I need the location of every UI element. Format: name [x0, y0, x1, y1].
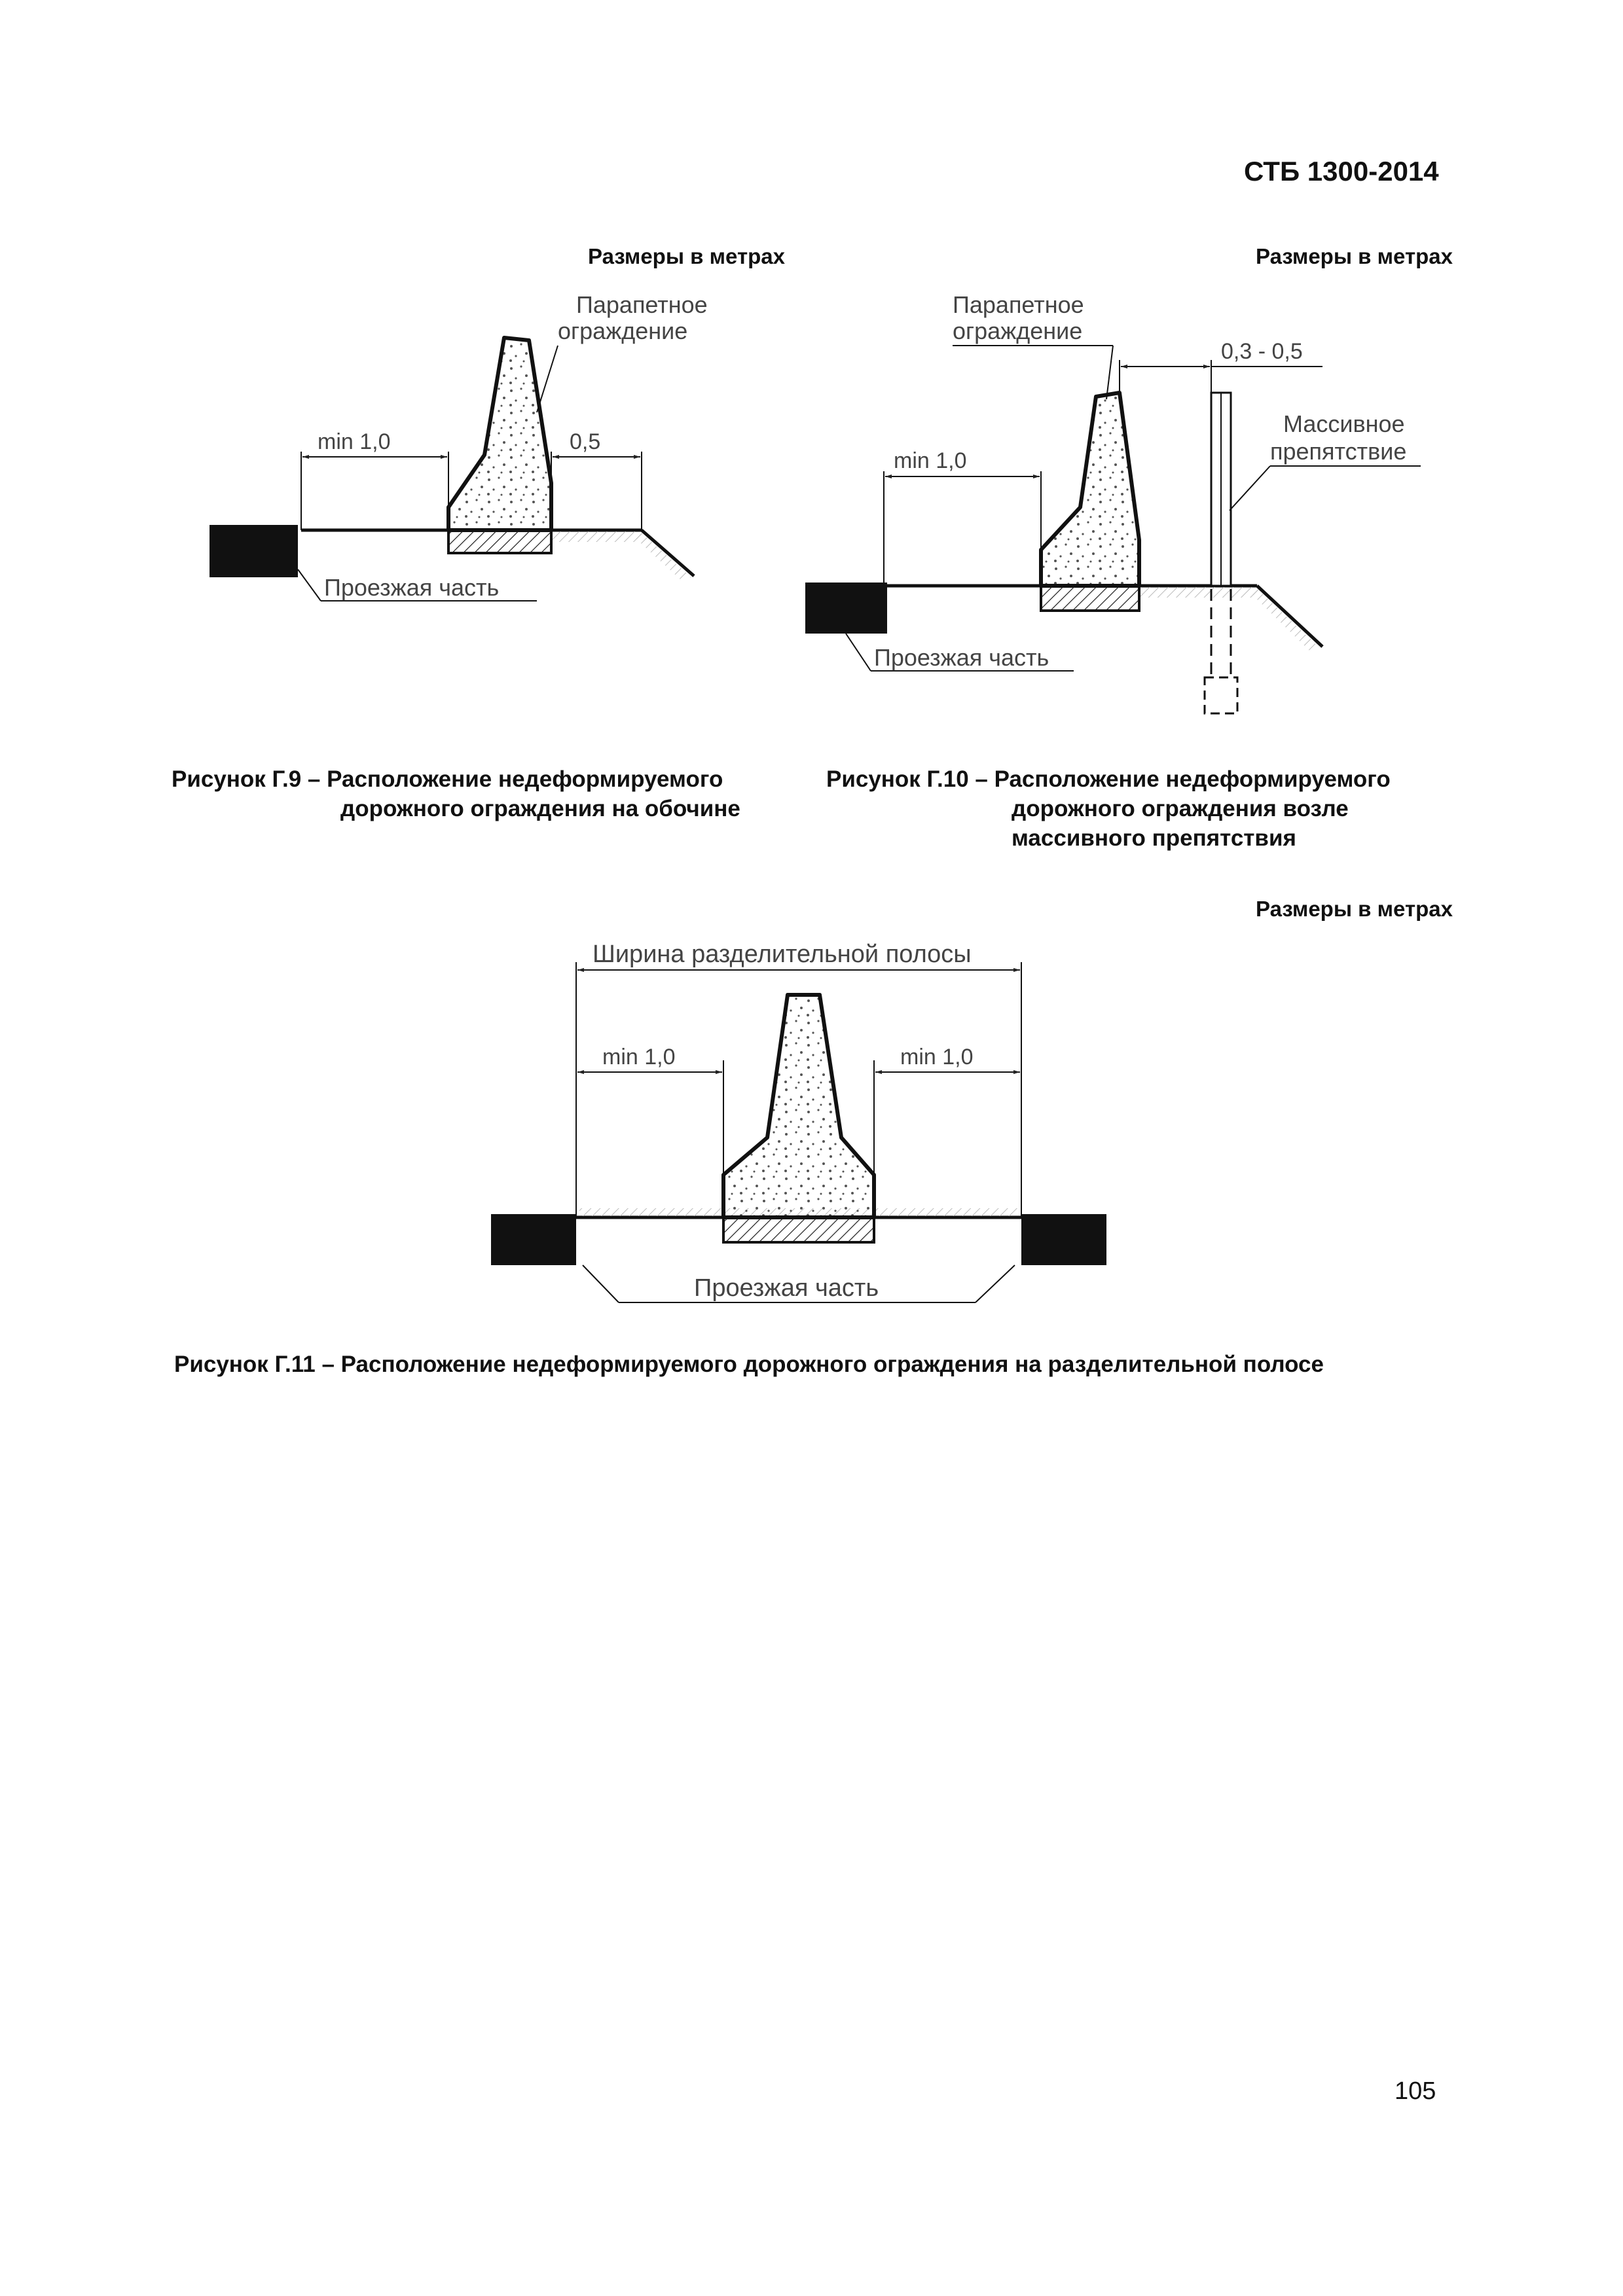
fig9-caption-line2: дорожного ограждения на обочине: [340, 796, 740, 821]
fig9-parapet-leader: [537, 346, 558, 412]
fig11-width-label: Ширина разделительной полосы: [593, 941, 972, 968]
fig10-parapet-label-1: Парапетное: [953, 291, 1084, 318]
fig11-units-note: Размеры в метрах: [1256, 897, 1453, 921]
fig9-parapet-label-1: Парапетное: [576, 291, 708, 318]
fig10-slope-line: [1257, 586, 1322, 647]
fig10-obstacle-label-1: Массивное: [1283, 410, 1405, 437]
fig11-roadway-block-right: [1021, 1214, 1106, 1265]
fig9-roadway-block: [210, 525, 298, 577]
fig9-units-note: Размеры в метрах: [588, 244, 785, 268]
fig11-roadway-leader-right: [976, 1265, 1015, 1302]
fig10-diagram: [786, 275, 1473, 733]
fig10-dim-gap-label: 0,3 - 0,5: [1221, 339, 1303, 364]
fig10-roadway-leader: [846, 634, 871, 671]
fig10-parapet-label-2: ограждение: [953, 317, 1083, 344]
fig11-roadway-leader-left: [583, 1265, 619, 1302]
fig10-dim-min-label: min 1,0: [894, 448, 967, 473]
fig11-parapet: [723, 995, 874, 1217]
fig11-roadway-block-left: [491, 1214, 576, 1265]
fig10-shoulder-hatch: [1139, 587, 1257, 598]
fig10-obstacle-leader: [1230, 466, 1270, 511]
fig10-roadway-label: Проезжая часть: [874, 644, 1049, 671]
fig10-slope-hatch: [1249, 588, 1320, 651]
fig10-units-note: Размеры в метрах: [1256, 244, 1453, 268]
document-number: СТБ 1300-2014: [1244, 156, 1439, 187]
fig9-roadway-leader: [298, 569, 321, 601]
fig10-foundation: [1041, 586, 1139, 611]
fig9-slope-hatch: [634, 533, 691, 580]
fig9-dim-offset-label: 0,5: [570, 429, 601, 454]
fig9-roadway-label: Проезжая часть: [324, 574, 500, 601]
fig9-shoulder-hatch: [550, 531, 642, 542]
fig10-caption-line2: дорожного ограждения возле: [1012, 796, 1349, 821]
fig9-foundation: [448, 530, 551, 553]
fig9-parapet-label-2: ограждение: [558, 317, 688, 344]
fig11-caption: Рисунок Г.11 – Расположение недеформируемого дорожного ограждения на разделительной полосе: [174, 1352, 1324, 1377]
fig11-dim-min-right-label: min 1,0: [900, 1045, 974, 1069]
fig9-dim-min-label: min 1,0: [318, 429, 391, 454]
fig10-parapet: [1041, 393, 1139, 586]
fig10-caption-line3: массивного препятствия: [1012, 825, 1296, 851]
fig10-roadway-block: [805, 583, 887, 634]
fig9-caption-line1: Рисунок Г.9 – Расположение недеформируемого: [172, 766, 723, 792]
fig9-parapet: [448, 338, 551, 530]
fig11-foundation: [723, 1217, 874, 1242]
fig9-slope-line: [642, 530, 694, 576]
fig11-dim-min-left-label: min 1,0: [602, 1045, 676, 1069]
fig10-obstacle-label-2: препятствие: [1270, 438, 1407, 465]
page-number: 105: [1395, 2077, 1436, 2105]
fig9-diagram: [196, 275, 786, 681]
fig10-buried-footing: [1205, 677, 1237, 713]
fig10-caption-line1: Рисунок Г.10 – Расположение недеформируемого: [826, 766, 1391, 792]
fig11-roadway-label: Проезжая часть: [694, 1274, 879, 1302]
fig11-diagram: [471, 929, 1126, 1335]
fig10-parapet-leader: [1106, 346, 1113, 399]
